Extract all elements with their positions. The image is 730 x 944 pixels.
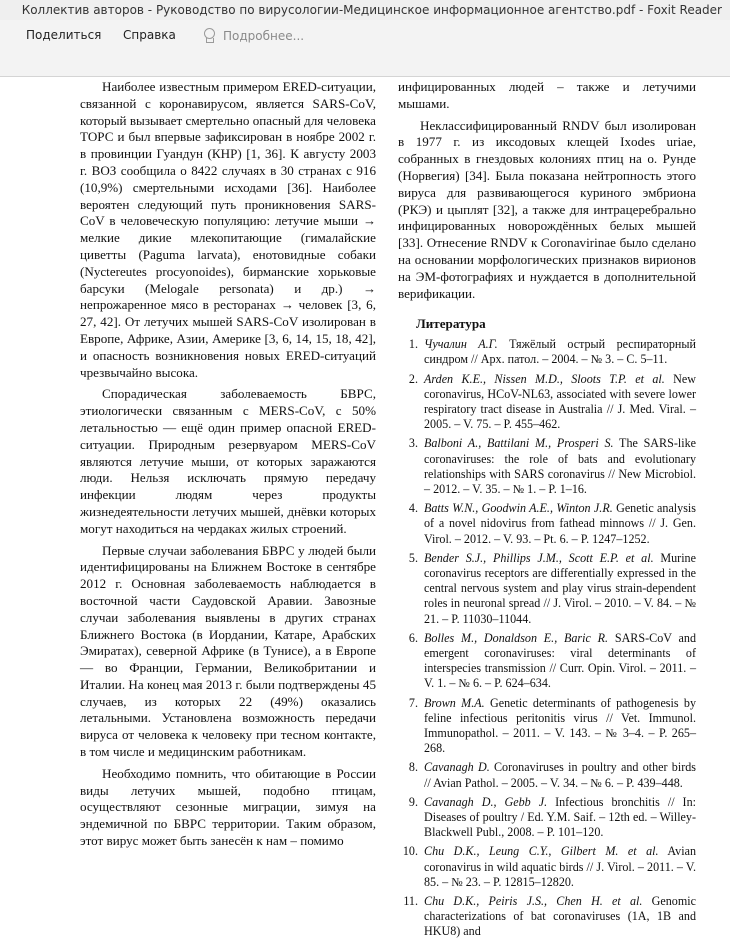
left-column [80, 79, 376, 855]
paragraph: Первые случаи заболевания БВРС у людей были идентифицированы на Ближнем Востоке в сентябре 2012 г. Основная заболеваемость наблюдается в восточной части Саудовской Аравии. Завозные случаи заболевания выявлены в других странах Ближнего Востока (в Иордании, Катаре, Арабских Эмиратах), северной Африке (в Тунисе), а в Европе — во Франции, Германии, Великобритании и Италии. На конец мая 2013 г. были подтверждены 45 случаев, из которых 22 (49%) оказались летальными. Установлена возможность передачи вируса от человека к человеку при тесном контакте, в том числе и медицинским работникам. [80, 542, 376, 760]
reference-text: Genetic analysis of a novel nidovirus from fathead minnows // J. Gen. Virol. – 2012. – V. 93. – Pt. 6. – P. 1247–1252. [424, 501, 696, 546]
reference-item [398, 631, 696, 692]
reference-number: 2. [408, 371, 418, 386]
reference-number: 8. [408, 760, 418, 775]
paragraph: Необходимо помнить, что обитающие в России виды летучих мышей, подобно птицам, осуществляют сезонные миграции, зимуя на эндемичной по БВРС территории. Таким образом, этот вирус может быть занесён к нам – помимо [80, 765, 376, 849]
reference-authors: Balboni A., Battilani M., Prosperi S. [424, 436, 614, 451]
reference-item [398, 696, 696, 757]
reference-text: Coronaviruses in poultry and other birds // Avian Pathol. – 2005. – V. 34. – № 6. – P. 439–448. [424, 760, 696, 790]
reference-item [398, 337, 696, 367]
reference-item [398, 372, 696, 433]
reference-text: Genetic determinants of pathogenesis by feline infectious peritonitis virus // Vet. Immunol. Immunopathol. – 2011. – V. 143. – № 3–4. – P. 265–268. [424, 695, 697, 756]
lightbulb-icon [203, 28, 215, 44]
reference-item [398, 551, 696, 627]
tell-me-placeholder: Подробнее... [223, 29, 305, 43]
reference-item [398, 436, 696, 497]
reference-number: 11. [403, 894, 418, 909]
reference-item [398, 894, 696, 940]
reference-authors: Cavanagh D. [424, 760, 490, 775]
reference-text: Тяжёлый острый респираторный синдром // Арх. патол. – 2004. – № 3. – С. 5–11. [424, 337, 696, 367]
reference-authors: Bolles M., Donaldson E., Baric R. [424, 630, 609, 645]
reference-number: 1. [408, 337, 418, 352]
document-page [0, 77, 730, 939]
reference-number: 5. [408, 550, 418, 565]
window-title: Коллектив авторов - Руководство по вирусологии-Медицинское информационное агентство.pdf - Foxit Reader [21, 3, 722, 17]
reference-item [398, 844, 696, 890]
reference-text: Avian coronavirus in wild aquatic birds // J. Virol. – 2011. – V. 85. – № 23. – P. 12815–12820. [424, 844, 696, 889]
reference-text: SARS-CoV and emergent coronaviruses: viral determinants of interspecies transmission // Curr. Opin. Virol. – 2011. – V. 1. – № 6. – P. 624–634. [424, 630, 696, 691]
reference-text: The SARS-like coronaviruses: the role of bats and evolutionary relationships with SARS coronavirus // New Microbiol. – 2012. – V. 35. – № 1. – P. 1–16. [424, 436, 696, 496]
paragraph: Неклассифицированный RNDV был изолирован в 1977 г. из иксодовых клещей Ixodes uriae, собранных в гнездовых колониях птиц на о. Рунде (Норвегия) [34]. Была показана нейтропность этого вируса для развивающегося куриного эмбриона (РКЭ) и цыплят [32], а также для интрацеребрально инфицированных новорождённых белых мышей [33]. Отнесение RNDV к Coronavirinae было сделано на основании морфологических признаков вирионов на ЭМ-фотографиях и нуждается в дополнительной верификации. [398, 117, 696, 301]
ribbon-toolbar [0, 20, 730, 77]
reference-item [398, 760, 696, 790]
reference-text: Infectious bronchitis // In: Diseases of poultry / Ed. Y.M. Saif. – 12th ed. – Willey-Blackwell Publ., 2008. – P. 101–120. [424, 794, 696, 840]
reference-authors: Chu D.K., Peiris J.S., Chen H. et al. [424, 894, 643, 909]
reference-authors: Batts W.N., Goodwin A.E., Winton J.R. [424, 501, 613, 516]
reference-item [398, 795, 696, 841]
paragraph: Спорадическая заболеваемость БВРС, этиологически связанным с MERS-CoV, с 50% летальностью — ещё один пример опасной ERED-ситуации. Природным резервуаром MERS-CoV являются летучие мыши, от которых заражаются люди. Нельзя исключать прямую передачу инфекции людям через продукты жизнедеятельности летучих мышей, днёвки которых могут находиться на чердаках жилых строений. [80, 386, 376, 536]
reference-number: 10. [402, 844, 418, 859]
right-column [398, 79, 696, 944]
reference-number: 4. [408, 501, 418, 516]
references-heading: Литература [416, 316, 486, 332]
share-button[interactable]: Поделиться [26, 28, 102, 42]
paragraph: инфицированных людей – также и летучими мышами. [398, 79, 696, 111]
reference-text: Genomic characterizations of bat coronaviruses (1A, 1B and HKU8) and [424, 894, 696, 939]
references-list [398, 337, 696, 940]
reference-authors: Chu D.K., Leung C.Y., Gilbert M. et al. [424, 844, 659, 859]
tell-me-search[interactable] [203, 28, 304, 44]
reference-number: 6. [408, 630, 418, 645]
reference-number: 9. [408, 794, 418, 809]
reference-text: New coronavirus, HCoV-NL63, associated with severe lower respiratory tract disease in Australia // J. Med. Viral. – 2005. – V. 75. – P. 455–462. [424, 371, 697, 432]
reference-number: 7. [408, 695, 418, 710]
reference-authors: Cavanagh D., Gebb J. [424, 794, 548, 809]
reference-item [398, 501, 696, 547]
window-titlebar [0, 0, 730, 20]
reference-authors: Arden K.E., Nissen M.D., Sloots T.P. et al. [424, 371, 665, 386]
reference-number: 3. [408, 436, 418, 451]
reference-text: Murine coronavirus receptors are differentially expressed in the central nervous system and play virus strain-dependent roles in neuronal spread // J. Virol. – 2010. – V. 84. – № 21. – P. 11030–11044. [424, 550, 696, 626]
paragraph: Наиболее известным примером ERED-ситуации, связанной с коронавирусом, является SARS-CoV, который вызывает смертельно опасный для человека ТОРС и был впервые зафиксирован в ноябре 2002 г. в провинции Гуандун (КНР) [1, 36]. К августу 2003 г. ВОЗ сообщила о 8422 случаях в 30 странах с 916 (10,9%) смертельными исходами [36]. Наиболее вероятен следующий путь проникновения SARS-CoV в человеческую популяцию: летучие мыши → мелкие дикие млекопитающие (гималайские циветты (Paguma larvata), енотовидные собаки (Nyctereutes procyonoides), бирманские хорьковые барсуки (Melogale personata) и др.) → непрожаренное мясо в ресторанах → человек [3, 6, 27, 42]. От летучих мышей SARS-CoV изолирован в Европе, Африке, Азии, Америке [3, 6, 14, 15, 18, 42], и опасность возникновения новых ERED-ситуаций чрезвычайно высока. [80, 79, 376, 380]
reference-authors: Bender S.J., Phillips J.M., Scott E.P. et al. [424, 550, 654, 565]
reference-authors: Чучалин А.Г. [424, 337, 498, 352]
reference-authors: Brown M.A. [424, 695, 485, 710]
help-button[interactable]: Справка [123, 28, 176, 42]
